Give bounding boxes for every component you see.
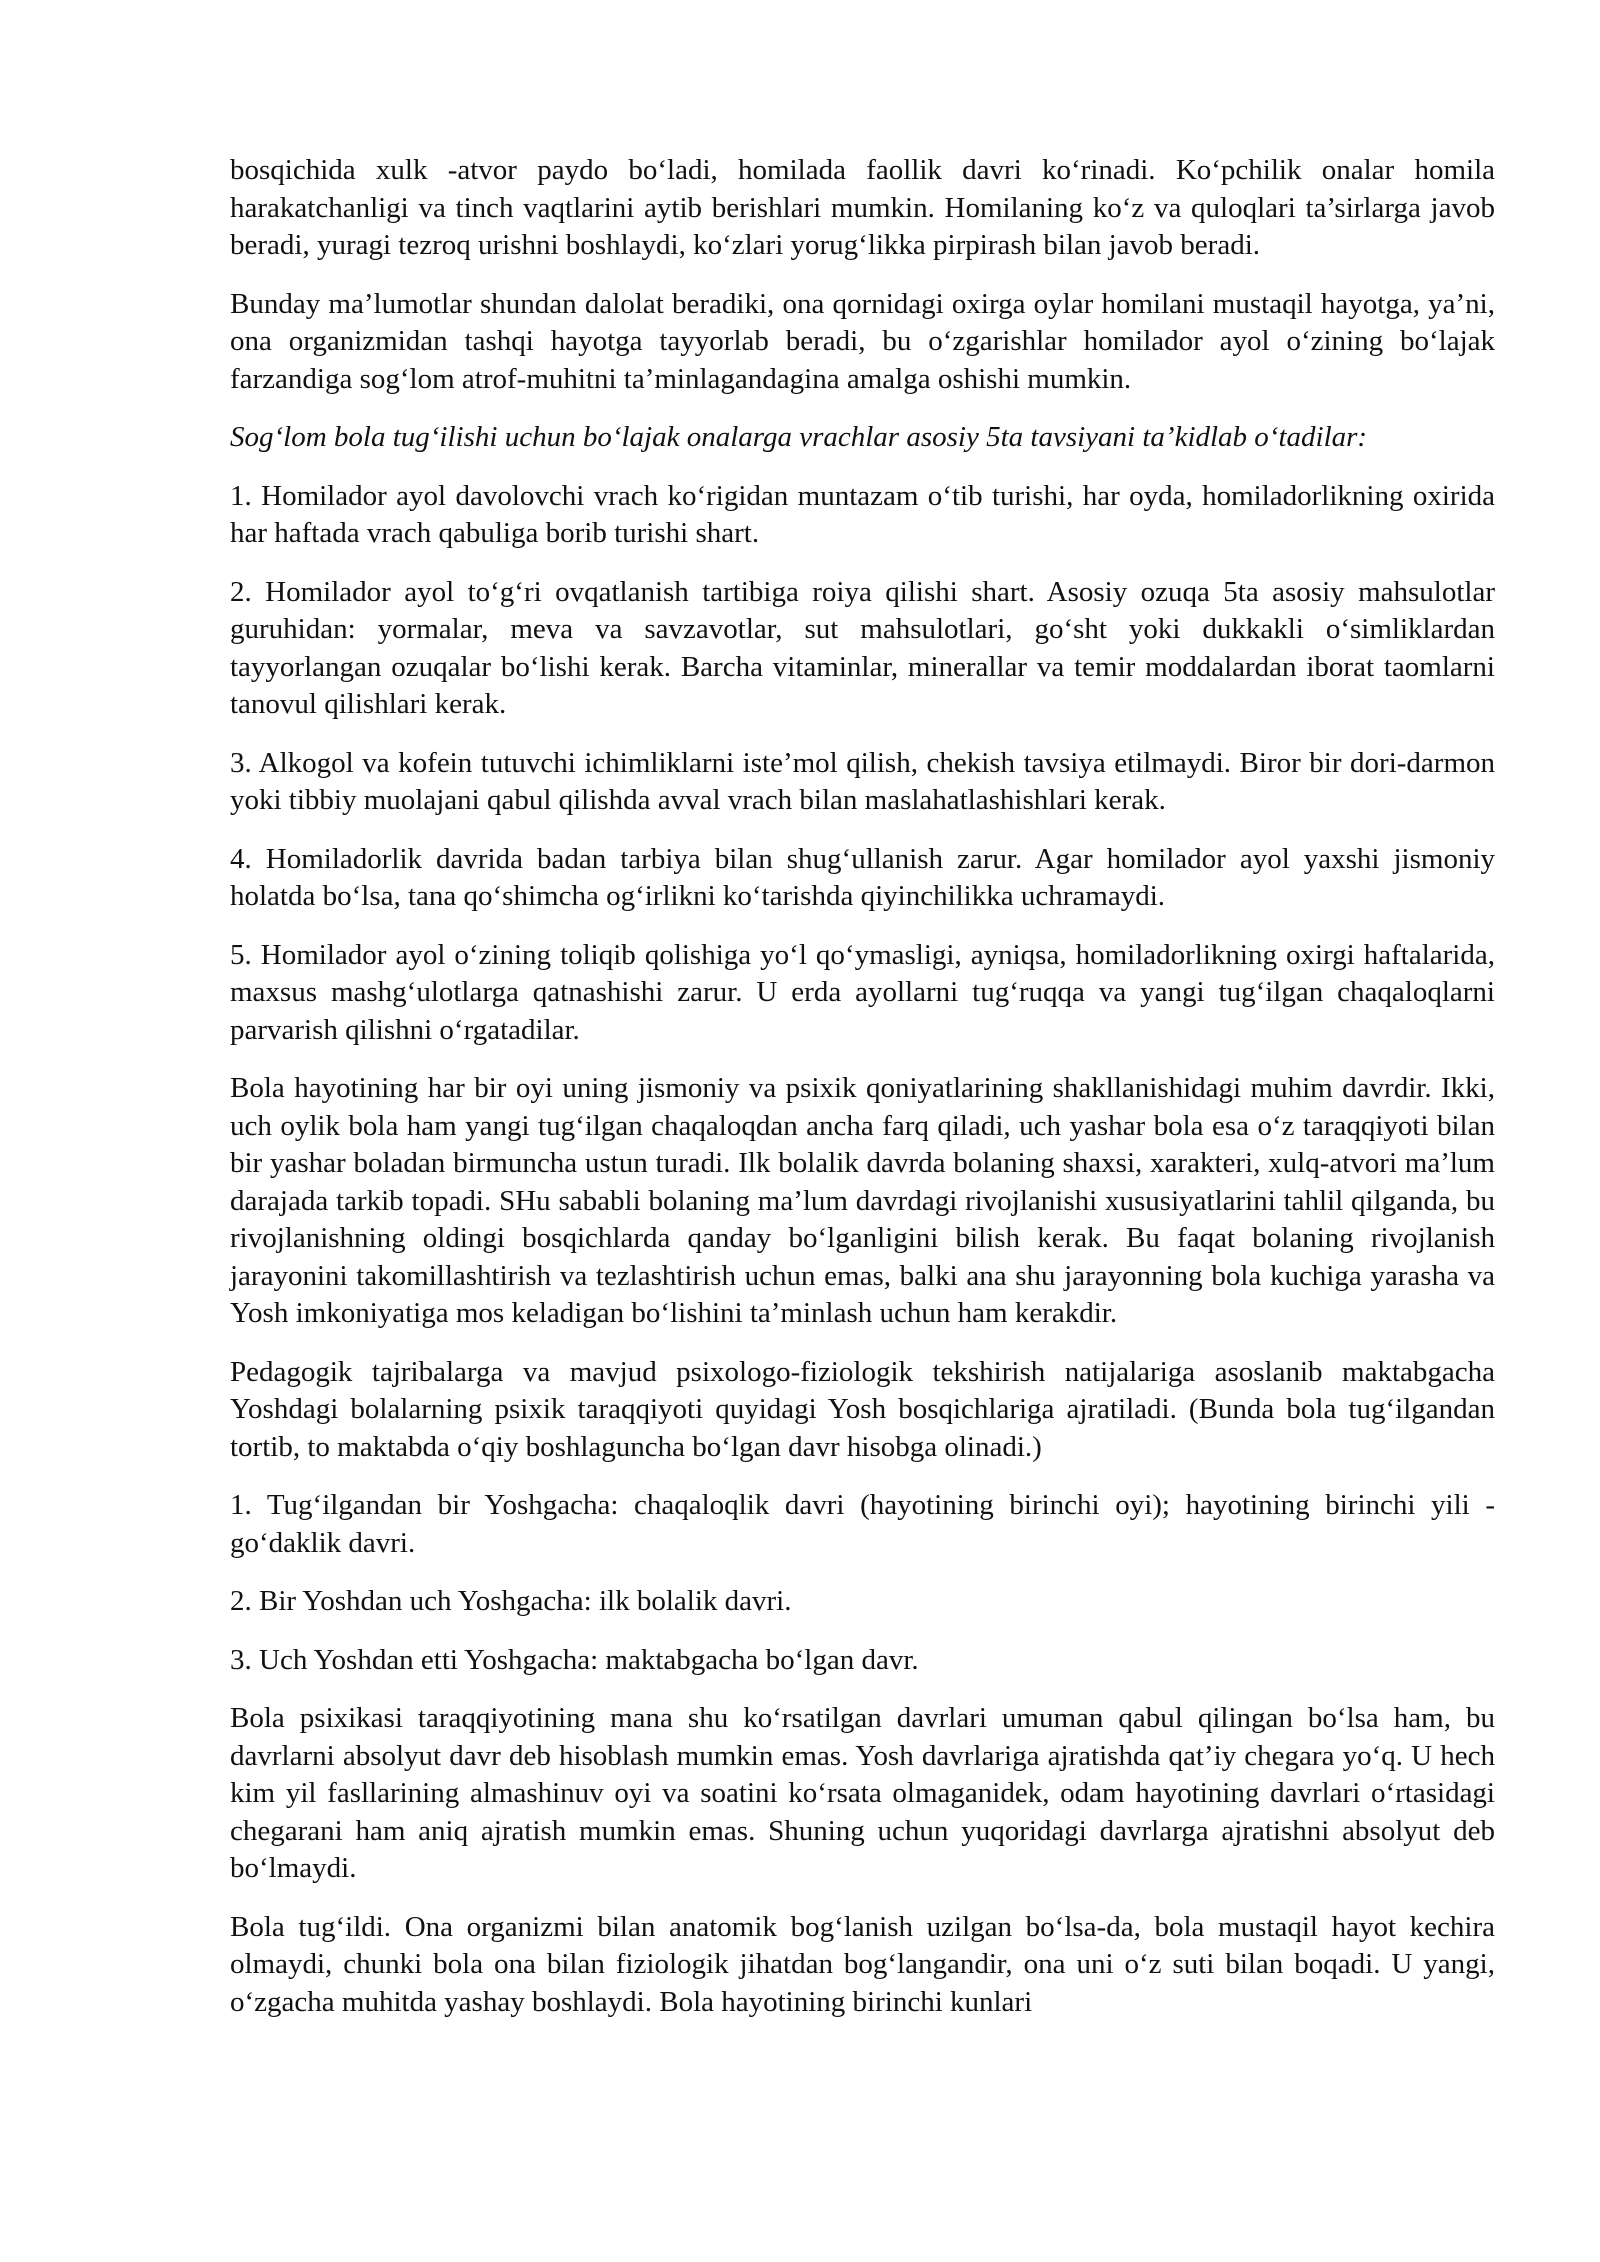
paragraph-1: bosqichida xulk -atvor paydo bo‘ladi, homilada faollik davri ko‘rinadi. Ko‘pchilik onalar homila harakatchanligi va tinch vaqtlarini aytib berishlari mumkin. Homilaning ko‘z va quloqlari ta’sirlarga javob beradi, yuragi tezroq urishni boshlaydi, ko‘zlari yorug‘likka pirpirash bilan javob beradi.	[230, 154, 1495, 261]
list-item-1: 1. Homilador ayol davolovchi vrach ko‘rigidan muntazam o‘tib turishi, har oyda, homiladorlikning oxirida har haftada vrach qabuliga borib turishi shart.	[230, 479, 1495, 549]
list-item-5: 5. Homilador ayol o‘zining toliqib qolishiga yo‘l qo‘ymasligi, ayniqsa, homiladorlikning oxirgi haftalarida, maxsus mashg‘ulotlarga qatnashishi zarur. U erda ayollarni tug‘ruqqa va yangi tug‘ilgan chaqaloqlarni parvarish qilishni o‘rgatadilar.	[230, 938, 1495, 1046]
paragraph-2: Bunday ma’lumotlar shundan dalolat beradiki, ona qornidagi oxirga oylar homilani mustaqil hayotga, ya’ni, ona organizmidan tashqi hayotga tayyorlab beradi, bu o‘zgarishlar homilador ayol o‘zining bo‘lajak farzandiga sog‘lom atrof-muhitni ta’minlagandagina amalga oshishi mumkin.	[230, 287, 1495, 395]
list-item-2: 2. Homilador ayol to‘g‘ri ovqatlanish tartibiga roiya qilishi shart. Asosiy ozuqa 5ta asosiy mahsulotlar guruhidan: yormalar, meva va savzavotlar, sut mahsulotlari, go‘sht yoki dukkakli o‘simliklardan tayyorlangan ozuqalar bo‘lishi kerak. Barcha vitaminlar, minerallar va temir moddalardan iborat taomlarni tanovul qilishlari kerak.	[230, 575, 1495, 720]
list-item-4: 4. Homiladorlik davrida badan tarbiya bilan shug‘ullanish zarur. Agar homilador ayol yaxshi jismoniy holatda bo‘lsa, tana qo‘shimcha og‘irlikni ko‘tarishda qiyinchilikka uchramaydi.	[230, 842, 1495, 912]
document-page	[230, 152, 1495, 2042]
stage-item-2: 2. Bir Yoshdan uch Yoshgacha: ilk bolalik davri.	[230, 1585, 792, 1617]
stage-item-1: 1. Tug‘ilgandan bir Yoshgacha: chaqaloqlik davri (hayotining birinchi oyi); hayotining birinchi yili - go‘daklik davri.	[230, 1489, 1495, 1559]
paragraph-5: Bola psixikasi taraqqiyotining mana shu ko‘rsatilgan davrlari umuman qabul qilingan bo‘lsa ham, bu davrlarni absolyut davr deb hisoblash mumkin emas. Yosh davrlariga ajratishda qat’iy chegara yo‘q. U hech kim yil fasllarining almashinuv oyi va soatini ko‘rsata olmaganidek, odam hayotining davrlari o‘rtasidagi chegarani ham aniq ajratish mumkin emas. Shuning uchun yuqoridagi davrlarga ajratishni absolyut deb bo‘lmaydi.	[230, 1702, 1495, 1884]
paragraph-6: Bola tug‘ildi. Ona organizmi bilan anatomik bog‘lanish uzilgan bo‘lsa-da, bola mustaqil hayot kechira olmaydi, chunki bola ona bilan fiziologik jihatdan bog‘langandir, ona uni o‘z suti bilan boqadi. U yangi, o‘zgacha muhitda yashay boshlaydi. Bola hayotining birinchi kunlari	[230, 1910, 1495, 2018]
stage-item-3: 3. Uch Yoshdan etti Yoshgacha: maktabgacha bo‘lgan davr.	[230, 1643, 919, 1676]
paragraph-4: Pedagogik tajribalarga va mavjud psixologo-fiziologik tekshirish natijalariga asoslanib maktabgacha Yoshdagi bolalarning psixik taraqqiyoti quyidagi Yosh bosqichlariga ajratiladi. (Bunda bola tug‘ilgandan tortib, to maktabda o‘qiy boshlaguncha bo‘lgan davr hisobga olinadi.)	[230, 1355, 1495, 1463]
list-item-3: 3. Alkogol va kofein tutuvchi ichimliklarni iste’mol qilish, chekish tavsiya etilmaydi. Biror bir dori-darmon yoki tibbiy muolajani qabul qilishda avval vrach bilan maslahatlashishlari kerak.	[230, 746, 1495, 816]
italic-heading: Sog‘lom bola tug‘ilishi uchun bo‘lajak onalarga vrachlar asosiy 5ta tavsiyani ta’kidlab o‘tadilar:	[230, 421, 1368, 453]
paragraph-3: Bola hayotining har bir oyi uning jismoniy va psixik qoniyatlarining shakllanishidagi muhim davrdir. Ikki, uch oylik bola ham yangi tug‘ilgan chaqaloqdan ancha farq qiladi, uch yashar bola esa o‘z taraqqiyoti bilan bir yashar boladan birmuncha ustun turadi. Ilk bolalik davrda bolaning shaxsi, xarakteri, xulq-atvori ma’lum darajada tarkib topadi. SHu sababli bolaning ma’lum davrdagi rivojlanishi xususiyatlarini tahlil qilganda, bu rivojlanishning oldingi bosqichlarda qanday bo‘lganligini bilish kerak. Bu faqat bolaning rivojlanish jarayonini takomillashtirish va tezlashtirish uchun emas, balki ana shu jarayonning bola kuchiga yarasha va Yosh imkoniyatiga mos keladigan bo‘lishini ta’minlash uchun ham kerakdir.	[230, 1072, 1495, 1329]
